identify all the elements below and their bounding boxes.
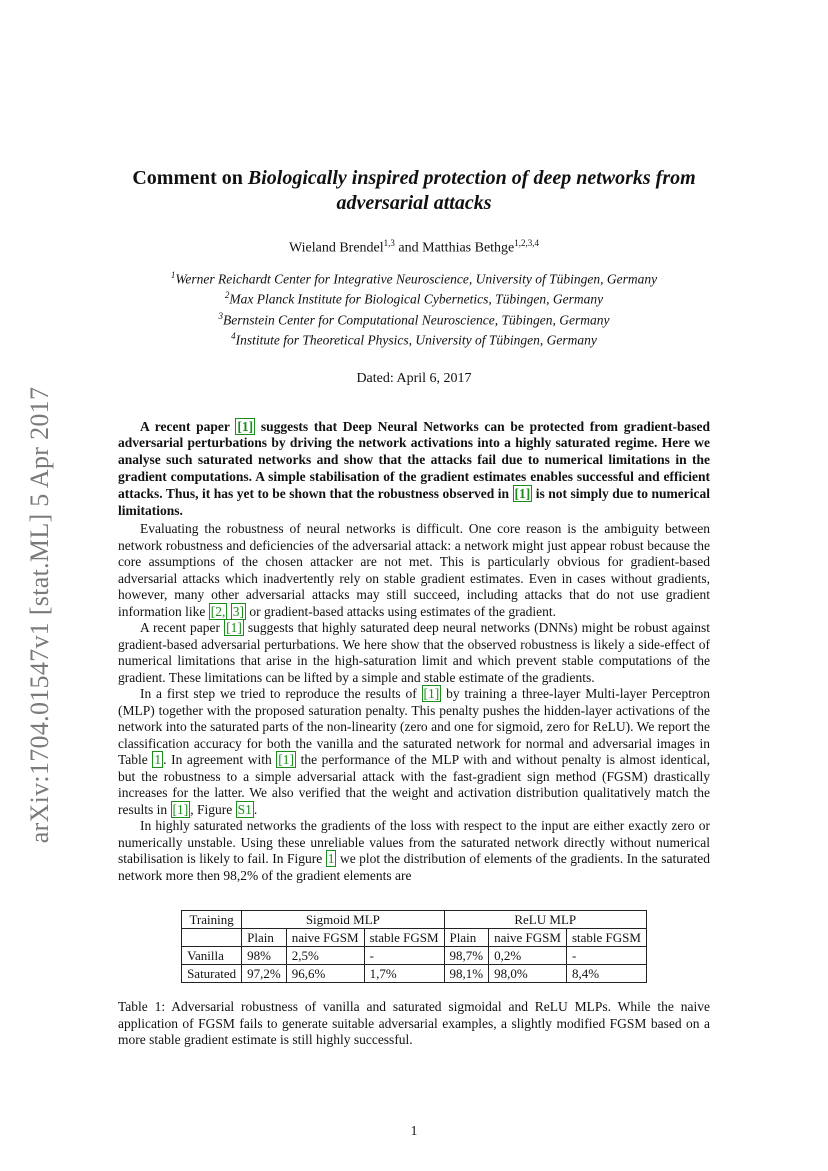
table-row	[182, 965, 647, 983]
title-italic: Biologically inspired protection of deep networks from adversarial attacks	[247, 167, 696, 214]
affiliation-text: Bernstein Center for Computational Neuroscience, Tübingen, Germany	[223, 312, 610, 328]
citation-link[interactable]: [1]	[172, 801, 189, 817]
table-cell: Saturated	[182, 965, 242, 983]
paragraph-text: suggests that highly saturated deep neural networks (DNNs) might be robust against gradient-based adversarial perturbations. We here show that the observed robustness is likely a side-effect of numerical limitations that arise in the high-saturation limit and which prevent stable computations of the gradient. These limitations can be lifted by a simple and stable estimate of the gradients.	[118, 620, 711, 685]
table-header-cell: ReLU MLP	[444, 911, 646, 929]
table-cell: 96,6%	[286, 965, 364, 983]
author-1-affil: 1,3	[383, 238, 395, 248]
author-2: Matthias Bethge	[422, 240, 515, 256]
table-header-cell: Training	[182, 911, 242, 929]
paper-title	[118, 166, 710, 216]
table-cell: 98,0%	[489, 965, 567, 983]
title-prefix: Comment on	[132, 167, 248, 189]
affiliations	[118, 267, 710, 349]
paragraph	[118, 686, 710, 818]
table-cell: 8,4%	[566, 965, 646, 983]
citation-link[interactable]: [1]	[514, 485, 531, 501]
table-cell: 97,2%	[242, 965, 287, 983]
citation-link[interactable]: [1]	[226, 620, 242, 636]
affiliation-marker: 2	[224, 290, 230, 301]
affiliation-marker: 3	[218, 310, 224, 321]
paragraph-text: we plot the distribution of elements of the gradients. In the saturated network more then 98,2% of the gradient elements are	[118, 851, 711, 883]
date-line: Dated: April 6, 2017	[356, 370, 472, 386]
table-header-cell: Sigmoid MLP	[242, 911, 444, 929]
abstract	[118, 419, 710, 520]
figure-ref-link[interactable]: S1	[237, 801, 252, 817]
table-header-cell	[182, 929, 242, 947]
paper-page	[118, 160, 710, 1049]
affiliation-text: Werner Reichardt Center for Integrative Neuroscience, University of Tübingen, Germany	[175, 271, 658, 287]
table-header-cell: Plain	[242, 929, 287, 947]
paragraph-text: .	[253, 801, 258, 817]
page-number: 1	[410, 1123, 418, 1138]
author-list	[118, 238, 710, 257]
table-header-cell: stable FGSM	[566, 929, 646, 947]
table-cell: 2,5%	[286, 947, 364, 965]
paragraph	[118, 818, 710, 884]
author-join: and	[394, 240, 423, 256]
affiliation	[118, 328, 710, 349]
abstract-text: is not simply due to numerical limitations.	[118, 485, 711, 518]
citation-link[interactable]: [1]	[237, 418, 254, 434]
affiliation-marker: 4	[231, 331, 236, 342]
abstract-text: suggests that Deep Neural Networks can be protected from gradient-based adversarial perturbations by driving the network activations into a highly saturated regime. Here we analyse such saturated networks and show that the attacks fail due to numerical limitations in the gradient computations. A simple stabilisation of the gradient estimates enables successful and efficient attacks. Thus, it has yet to be shown that the robustness observed in	[118, 418, 710, 501]
paragraph	[118, 620, 710, 686]
paragraph-text: Evaluating the robustness of neural networks is difficult. One core reason is the ambiguity between network robustness and deficiencies of the adversarial attack: a network might just appear robust because the core assumptions of the chosen attacker are not met. This is particularly obvious for gradient-based adversarial attacks which inadvertently rely on stable gradient estimates. Even in cases without gradients, however, many other adversarial attacks may still succeed, including attacks that do not use gradient information like	[118, 521, 710, 619]
affiliation	[118, 267, 710, 288]
table-header-cell: stable FGSM	[364, 929, 444, 947]
author-1: Wieland Brendel	[288, 240, 384, 256]
table-cell: 0,2%	[489, 947, 567, 965]
table-cell: 98%	[242, 947, 287, 965]
figure-ref-link[interactable]: 1	[327, 851, 335, 867]
affiliation-text: Institute for Theoretical Physics, University of Tübingen, Germany	[235, 332, 597, 348]
table-header-row	[182, 911, 647, 929]
citation-link[interactable]: [1]	[278, 752, 295, 768]
citation-link[interactable]: 3]	[232, 603, 244, 619]
abstract-text: A recent paper	[140, 418, 236, 434]
paragraph-text: In highly saturated networks the gradients of the loss with respect to the input are either exactly zero or numerically unstable. Using these unreliable values from the saturated network directly without numerical stabilisation is likely to fail. In Figure	[118, 818, 710, 867]
citation-link[interactable]: [2,	[210, 603, 226, 619]
table-header-cell: naive FGSM	[489, 929, 567, 947]
citation-link[interactable]: [1]	[423, 686, 440, 702]
table-cell: 98,1%	[444, 965, 489, 983]
affiliation	[118, 308, 710, 329]
affiliation	[118, 287, 710, 308]
paragraph-text: by training a three-layer Multi-layer Perceptron (MLP) together with the proposed saturation penalty. This penalty pushes the hidden-layer activations of the network into the saturated parts of the non-linearity (zero and one for sigmoid, zero for ReLU). We report the classification accuracy for both the vanilla and the saturated network for normal and adversarial images in Table	[118, 686, 710, 768]
paragraph-text: the performance of the MLP with and without penalty is almost identical, but the robustness to a simple adversarial attack with the fast-gradient sign method (FGSM) drastically increases for the latter. We also verified that the weight and activation distribution qualitatively match the results in	[118, 752, 710, 817]
affiliation-marker: 1	[170, 269, 176, 280]
paragraph-text: , Figure	[190, 801, 236, 817]
paragraph-text: or gradient-based attacks using estimates of the gradient.	[245, 603, 557, 619]
table-cell: Vanilla	[182, 947, 242, 965]
paragraph-text: In a first step we tried to reproduce the results of	[140, 686, 422, 702]
table-header-cell: Plain	[444, 929, 489, 947]
table-cell: -	[364, 947, 444, 965]
results-table	[181, 910, 647, 983]
table-header-cell: naive FGSM	[286, 929, 364, 947]
affiliation-text: Max Planck Institute for Biological Cybernetics, Tübingen, Germany	[229, 291, 604, 307]
table-caption: Table 1: Adversarial robustness of vanilla and saturated sigmoidal and ReLU MLPs. While the naive application of FGSM fails to generate suitable adversarial examples, a slightly modified FGSM based on a more stable gradient estimate is still highly successful.	[118, 999, 710, 1048]
table-cell: -	[566, 947, 646, 965]
body-text	[118, 521, 710, 884]
table-cell: 1,7%	[364, 965, 444, 983]
arxiv-identifier-stamp: arXiv:1704.01547v1 [stat.ML] 5 Apr 2017	[25, 386, 54, 844]
table-subheader-row	[182, 929, 647, 947]
table-ref-link[interactable]: 1	[154, 752, 162, 768]
paragraph-text: A recent paper	[140, 620, 225, 636]
table-row	[182, 947, 647, 965]
paragraph	[118, 521, 710, 620]
table-cell: 98,7%	[444, 947, 489, 965]
author-2-affil: 1,2,3,4	[514, 238, 540, 248]
paragraph-text: . In agreement with	[163, 752, 277, 768]
